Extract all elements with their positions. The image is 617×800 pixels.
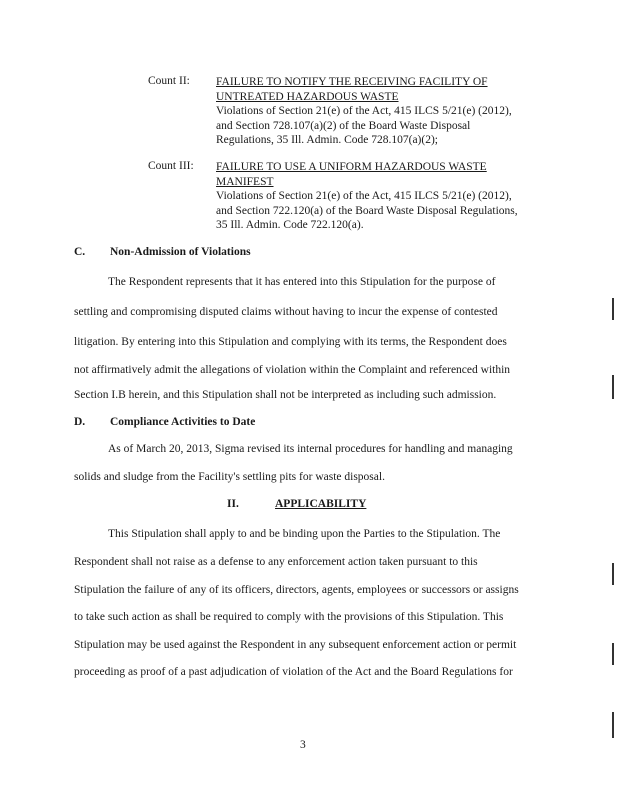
count-ii-body-line-3: Regulations, 35 Ill. Admin. Code 728.107(a)(2); <box>216 134 438 146</box>
section-d-line-2: solids and sludge from the Facility's settling pits for waste disposal. <box>74 471 385 483</box>
section-c-heading: Non-Admission of Violations <box>110 246 251 258</box>
section-c-line-4: not affirmatively admit the allegations of violation within the Complaint and referenced within <box>74 364 511 376</box>
section-ii-line-4: to take such action as shall be required to comply with the provisions of this Stipulation. This <box>74 611 504 623</box>
count-iii-body-line-1: Violations of Section 21(e) of the Act, 415 ILCS 5/21(e) (2012), <box>216 190 512 202</box>
count-iii-title-line-2: MANIFEST <box>216 175 274 188</box>
section-ii-line-3: Stipulation the failure of any of its officers, directors, agents, employees or successors or assigns <box>74 584 519 596</box>
count-iii-title-line-1: FAILURE TO USE A UNIFORM HAZARDOUS WASTE <box>216 161 487 173</box>
section-ii-line-1: This Stipulation shall apply to and be binding upon the Parties to the Stipulation. The <box>108 528 501 540</box>
count-ii-title-line-1: FAILURE TO NOTIFY THE RECEIVING FACILITY OF <box>216 76 488 88</box>
margin-revision-bar <box>612 563 614 585</box>
page-number: 3 <box>300 739 306 751</box>
margin-revision-bar <box>612 643 614 665</box>
count-ii-block <box>216 75 546 148</box>
section-d-letter: D. <box>74 416 86 428</box>
count-iii-body-line-3: 35 Ill. Admin. Code 722.120(a). <box>216 219 364 231</box>
count-ii-label: Count II: <box>148 75 190 87</box>
section-ii-line-5: Stipulation may be used against the Respondent in any subsequent enforcement action or permit <box>74 639 517 651</box>
margin-revision-bar <box>612 375 614 399</box>
section-c-line-5: Section I.B herein, and this Stipulation shall not be interpreted as including such admission. <box>74 389 497 401</box>
section-ii-heading: APPLICABILITY <box>275 498 367 510</box>
margin-revision-bar <box>612 712 614 738</box>
count-ii-body-line-1: Violations of Section 21(e) of the Act, 415 ILCS 5/21(e) (2012), <box>216 105 512 117</box>
section-d-line-1: As of March 20, 2013, Sigma revised its internal procedures for handling and managing <box>108 443 513 455</box>
section-c-letter: C. <box>74 246 86 258</box>
count-ii-body-line-2: and Section 728.107(a)(2) of the Board Waste Disposal <box>216 119 471 132</box>
section-c-line-1: The Respondent represents that it has entered into this Stipulation for the purpose of <box>108 276 496 288</box>
count-iii-label: Count III: <box>148 160 194 172</box>
section-c-line-3: litigation. By entering into this Stipulation and complying with its terms, the Respondent does <box>74 336 507 348</box>
count-ii-title-line-2: UNTREATED HAZARDOUS WASTE <box>216 90 399 103</box>
section-d-heading: Compliance Activities to Date <box>110 416 256 428</box>
count-iii-block <box>216 160 546 233</box>
margin-revision-bar <box>612 298 614 320</box>
count-iii-body-line-2: and Section 722.120(a) of the Board Waste Disposal Regulations, <box>216 204 518 217</box>
section-ii-line-2: Respondent shall not raise as a defense to any enforcement action taken pursuant to this <box>74 556 478 568</box>
section-c-line-2: settling and compromising disputed claims without having to incur the expense of contested <box>74 306 498 318</box>
section-ii-numeral: II. <box>227 498 239 510</box>
section-ii-line-6: proceeding as proof of a past adjudication of violation of the Act and the Board Regulations for <box>74 666 513 678</box>
